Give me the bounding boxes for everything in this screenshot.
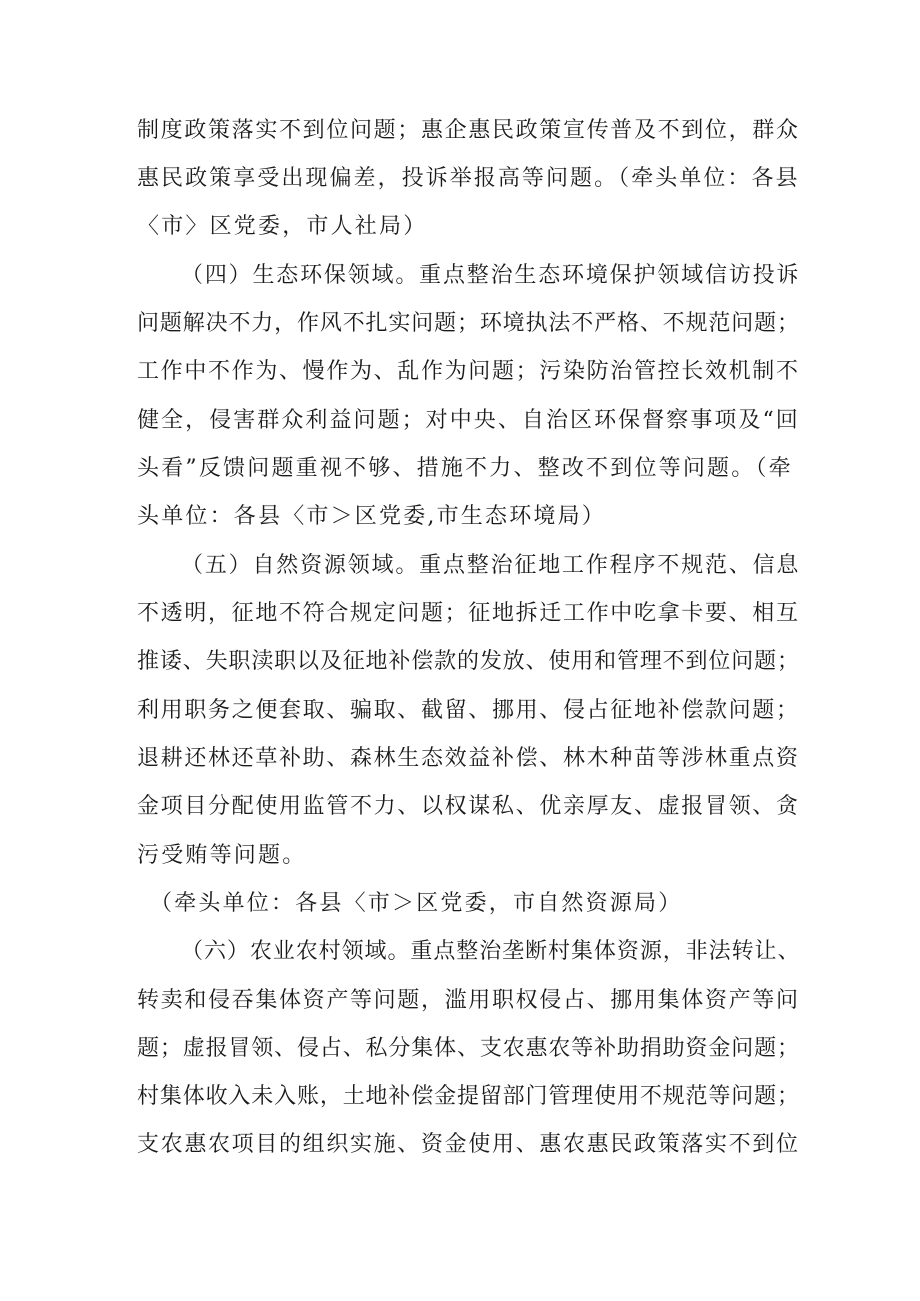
text-line: 题；虚报冒领、侵占、私分集体、支农惠农等补助捐助资金问题；	[137, 1036, 800, 1061]
text-line: 污受贿等问题。	[137, 843, 307, 868]
text-line: 金项目分配使用监管不力、以权谋私、优亲厚友、虚报冒领、贪	[137, 794, 800, 819]
text-line: 惠民政策享受出现偏差，投诉举报高等问题。（牵头单位：各县	[137, 166, 800, 191]
text-line: 头看”反馈问题重视不够、措施不力、整改不到位等问题。（牵	[137, 456, 793, 481]
text-line: 工作中不作为、慢作为、乱作为问题；污染防治管控长效机制不	[137, 359, 800, 384]
text-line: 村集体收入未入账，土地补偿金提留部门管理使用不规范等问题；	[137, 1084, 800, 1109]
text-line: 不透明，征地不符合规定问题；征地拆迁工作中吃拿卡要、相互	[137, 601, 800, 626]
text-line: （四）生态环保领域。重点整治生态环境保护领域信访投诉	[181, 263, 801, 288]
text-line: 问题解决不力，作风不扎实问题；环境执法不严格、不规范问题；	[137, 311, 800, 336]
text-line: 制度政策落实不到位问题；惠企惠民政策宣传普及不到位，群众	[137, 118, 800, 143]
text-line: 退耕还林还草补助、森林生态效益补偿、林木种苗等涉林重点资	[137, 746, 800, 771]
text-line: 利用职务之便套取、骗取、截留、挪用、侵占征地补偿款问题；	[137, 698, 800, 723]
text-line: 转卖和侵吞集体资产等问题，滥用职权侵占、挪用集体资产等问	[137, 988, 800, 1013]
text-line: 支农惠农项目的组织实施、资金使用、惠农惠民政策落实不到位	[137, 1132, 800, 1157]
text-line: 健全，侵害群众利益问题；对中央、自治区环保督察事项及“回	[137, 408, 800, 433]
text-line: 头单位：各县〈市＞区党委,市生态环境局）	[137, 504, 606, 529]
text-line: 〈市〉区党委，市人社局）	[137, 214, 428, 239]
text-line: （牵头单位：各县〈市＞区党委，市自然资源局）	[150, 891, 683, 916]
text-line: 推诿、失职渎职以及征地补偿款的发放、使用和管理不到位问题；	[137, 649, 800, 674]
text-line: （五）自然资源领域。重点整治征地工作程序不规范、信息	[181, 553, 801, 578]
text-line: （六）农业农村领域。重点整治垄断村集体资源，非法转让、	[181, 939, 801, 964]
